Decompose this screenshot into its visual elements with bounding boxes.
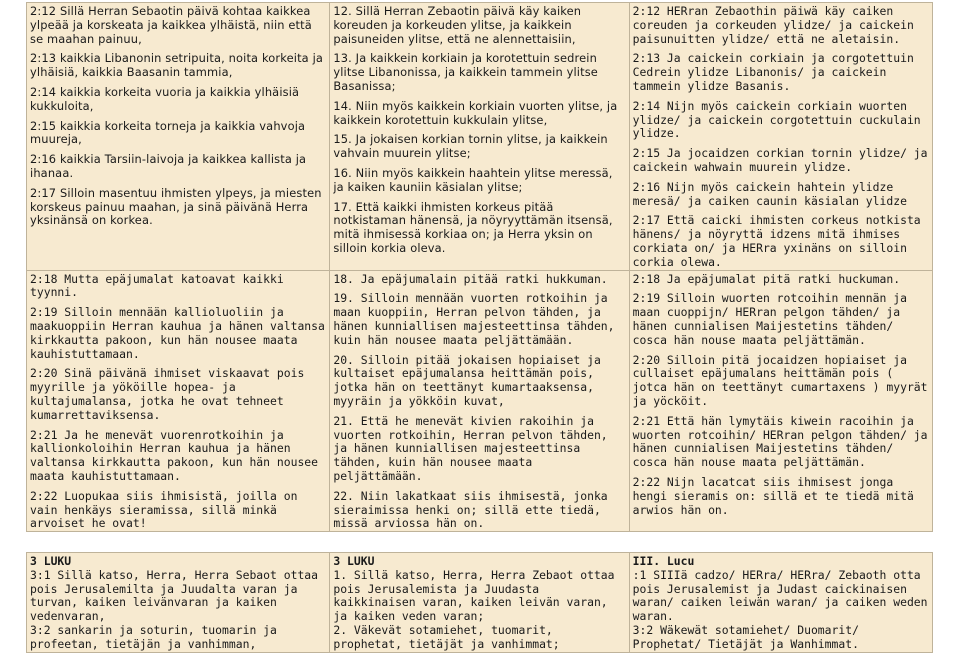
verse-text: 2:20 Silloin pitä jocaidzen hopiaiset ja cullaiset epäjumalans heittämän pois ( jotca hän on teettänyt cumartaxens ) myyrät ja yöcköit.	[632, 352, 928, 408]
column-1642-translation	[629, 270, 932, 532]
parallel-bible-table	[26, 2, 933, 653]
verse-text: 2:19 Silloin mennään kallioluoliin ja maakuoppiin Herran kauhua ja hänen valtansa kirkkautta pakoon, kun hän nousee maata kauhistuttamaan.	[30, 305, 325, 361]
verse-text: 2:16 kaikkia Tarsiin-laivoja ja kaikkea kallista ja ihanaa.	[30, 152, 307, 180]
column-1776-translation	[330, 553, 629, 653]
column-1776-translation	[330, 3, 629, 271]
chapter-heading: 3 LUKU	[30, 554, 72, 569]
verse-text: 3:2 sankarin ja soturin, tuomarin ja profeetan, tietäjän ja vanhimman,	[30, 623, 277, 651]
verse-text: 2:20 Sinä päivänä ihmiset viskaavat pois myyrille ja yököille hopea- ja kultajumalansa, jotka he ovat tehneet kumarrettaviksensa.	[30, 366, 305, 422]
verse-text: 13. Ja kaikkein korkiain ja korotettuin sedrein ylitse Libanonissa, ja kaikkein tammein ylitse Basanissa;	[333, 51, 598, 93]
verse-text: 2:18 Ja epäjumalat pitä ratki huckuman.	[632, 271, 901, 286]
column-modern-translation	[27, 270, 330, 532]
verse-text: 19. Silloin mennään vuorten rotkoihin ja maan kuoppiin, Herran pelvon tähden, ja hänen kunniallisen majesteettinsa tähden, kuin hän nousee maata peljättämään.	[333, 291, 615, 347]
verse-text: 22. Niin lakatkaat siis ihmisestä, jonka sieraimissa henki on; sillä ette tiedä, missä arviossa hän on.	[333, 488, 608, 531]
verse-text: 16. Niin myös kaikkein haahtein ylitse meressä, ja kaiken kauniin käsialan ylitse;	[333, 165, 613, 194]
table-row	[27, 270, 933, 532]
verse-text: 21. Että he menevät kivien rakoihin ja vuorten rotkoihin, Herran pelvon tähden, ja hänen kunniallisen majesteettinsa tähden, kuin hän nousee maata peljättämään.	[333, 413, 608, 483]
verse-text: 3:2 Wäkewät sotamiehet/ Duomarit/ Prophetat/ Tietäjät ja Wanhimmat.	[632, 623, 859, 651]
verse-text: 1. Sillä katso, Herra, Herra Zebaot ottaa pois Jerusalemista ja Juudasta kaikkinaisen varan, kaiken leivän varan, ja kaiken veden varan;	[333, 567, 615, 624]
verse-text: 2:15 kaikkia korkeita torneja ja kaikkia vahvoja muureja,	[30, 118, 306, 147]
table-row	[27, 3, 933, 271]
verse-text: :1 SIIIä cadzo/ HERra/ HERra/ Zebaoth otta pois Jerusalemist ja Judast caickinaisen waran/ caiken leiwän waran/ ja caiken weden waran.	[632, 567, 928, 624]
chapter-heading: 3 LUKU	[333, 554, 375, 569]
verse-text: 15. Ja jokaisen korkian tornin ylitse, ja kaikkein vahvain muurein ylitse;	[333, 132, 608, 161]
verse-text: 17. Että kaikki ihmisten korkeus pitää notkistaman hänensä, ja nöyryyttämän itsensä, mitä ihmisessä korkiaa on; ja Herra yksin on silloin korkia oleva.	[333, 199, 613, 255]
verse-text: 2:13 kaikkia Libanonin setripuita, noita korkeita ja ylhäisiä, kaikkia Baasanin tammia,	[30, 51, 324, 80]
column-modern-translation	[27, 3, 330, 271]
verse-text: 2:12 HERran Zebaothin päiwä käy caiken coreuden ja corkeuden ylidze/ ja caickein paisunuitten ylidze/ että ne aletaisin.	[632, 4, 914, 46]
verse-text: 18. Ja epäjumalain pitää ratki hukkuman.	[333, 271, 608, 286]
column-1642-translation	[629, 553, 932, 653]
verse-text: 2:22 Luopukaa siis ihmisistä, joilla on vain henkäys sieramissa, sillä minkä arvoiset he ovat!	[30, 488, 298, 531]
verse-text: 2. Väkevät sotamiehet, tuomarit, prophetat, tietäjät ja vanhimmat;	[333, 623, 560, 651]
verse-text: 2:13 Ja caickein corkiain ja corgotettuin Cedrein ylidze Libanonis/ ja caickein tammein ylidze Basanis.	[632, 51, 914, 93]
section-separator	[27, 532, 933, 553]
verse-text: 20. Silloin pitää jokaisen hopiaiset ja kultaiset epäjumalansa heittämän pois, jotka hän on teettänyt kumartaaksensa, myyräin ja yökköin kuvat,	[333, 352, 601, 408]
verse-text: 2:21 Että hän lymytäis kiwein racoihin ja wuorten rotcoihin/ HERran pelgon tähden/ ja hänen cunnialisen Maijestetins tähden/ cosca hän nouse maata peljättämän.	[632, 413, 928, 470]
chapter-heading: III. Lucu	[632, 554, 695, 569]
column-1642-translation	[629, 3, 932, 271]
verse-text: 2:17 Silloin masentuu ihmisten ylpeys, ja miesten korskeus painuu maahan, ja sinä päivänä Herra yksinänsä on korkea.	[30, 185, 322, 228]
verse-text: 2:17 Että caicki ihmisten corkeus notkista hänens/ ja nöyryttä idzens mitä ihmises corkiata on/ ja HERra yxinäns on silloin corkia olewa.	[632, 213, 921, 269]
verse-text: 2:18 Mutta epäjumalat katoavat kaikki tyynni.	[30, 271, 284, 300]
column-modern-translation	[27, 553, 330, 653]
verse-text: 2:21 Ja he menevät vuorenrotkoihin ja kallionkoloihin Herran kauhua ja hänen valtansa kirkkautta pakoon, kun hän nousee maata kauhistuttamaan.	[30, 427, 319, 483]
verse-text: 2:12 Sillä Herran Sebaotin päivä kohtaa kaikkea ylpeää ja korskeata ja kaikkea ylhäistä, niin että se maahan painuu,	[30, 4, 312, 46]
verse-text: 2:22 Nijn lacatcat siis ihmisest jonga hengi sieramis on: sillä et te tiedä mitä arwios hän on.	[632, 474, 914, 517]
verse-text: 12. Sillä Herran Zebaotin päivä käy kaiken koreuden ja korkeuden ylitse, ja kaikkein paisuneiden ylitse, että ne alennettaisiin,	[333, 4, 582, 46]
verse-text: 3:1 Sillä katso, Herra, Herra Sebaot ottaa pois Jerusalemilta ja Juudalta varan ja turvan, kaiken leivänvaran ja kaiken vedenvaran,	[30, 567, 319, 624]
column-1776-translation	[330, 270, 629, 532]
verse-text: 2:16 Nijn myös caickein hahtein ylidze meresä/ ja caiken caunin käsialan ylidze	[632, 179, 907, 208]
verse-text: 2:19 Silloin wuorten rotcoihin mennän ja maan cuoppijn/ HERran pelgon tähden/ ja hänen cunnialisen Maijestetins tähden/ cosca hän nouse maata peljättämän.	[632, 291, 907, 347]
verse-text: 14. Niin myös kaikkein korkiain vuorten ylitse, ja kaikkein korotettuin kukkulain ylitse,	[333, 98, 618, 127]
verse-text: 2:15 Ja jocaidzen corkian tornin ylidze/ ja caickein wahwain muurein ylidze.	[632, 146, 928, 174]
table-row	[27, 553, 933, 653]
verse-text: 2:14 kaikkia korkeita vuoria ja kaikkia ylhäisiä kukkuloita,	[30, 84, 300, 113]
verse-text: 2:14 Nijn myös caickein corkiain wuorten ylidze/ ja caickein corgotettuin cuckulain ylidze.	[632, 98, 921, 141]
